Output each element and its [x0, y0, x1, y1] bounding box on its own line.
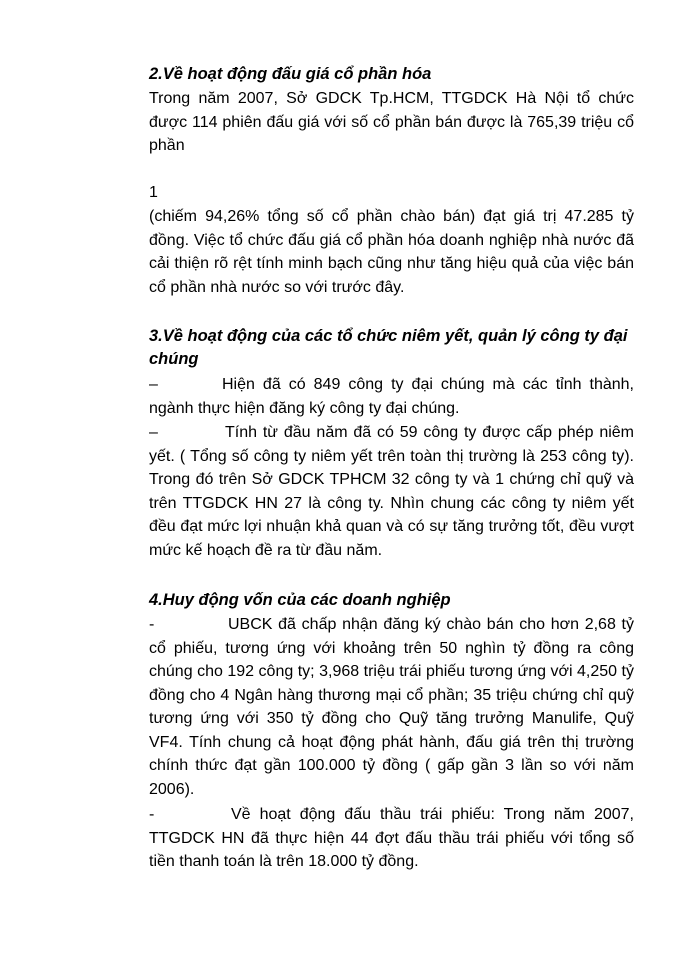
section-3-bullet-2	[149, 421, 634, 562]
section-3-bullet-1	[149, 373, 634, 420]
section-2-paragraph-1: Trong năm 2007, Sở GDCK Tp.HCM, TTGDCK Hà Nội tổ chức được 114 phiên đấu giá với số cổ phần bán được là 765,39 triệu cổ phần	[149, 90, 634, 154]
bullet-text: Hiện đã có 849 công ty đại chúng mà các tỉnh thành, ngành thực hiện đăng ký công ty đại chúng.	[149, 376, 634, 417]
section-4-bullet-2	[149, 803, 634, 874]
bullet-dash: -	[149, 806, 155, 823]
section-heading-4: 4.Huy động vốn của các doanh nghiệp	[149, 591, 451, 609]
bullet-text: UBCK đã chấp nhận đăng ký chào bán cho hơn 2,68 tỷ cổ phiếu, tương ứng với khoảng trên 50 nghìn tỷ đồng ra công chúng cho 192 công ty; 3,968 triệu trái phiếu tương ứng với 4,250 tỷ đồng cho 4 Ngân hàng thương mại cổ phần; 35 triệu chứng chỉ quỹ tương ứng với 350 tỷ đồng cho Quỹ tăng trưởng Manulife, Quỹ VF4. Tính chung cả hoạt động phát hành, đấu giá trên thị trường chính thức đạt gần 100.000 tỷ đồng ( gấp gần 3 lần so với năm 2006).	[149, 616, 634, 798]
section-heading-2: 2.Về hoạt động đấu giá cổ phần hóa	[149, 65, 432, 83]
footnote-number: 1	[149, 184, 158, 201]
section-4-bullet-1	[149, 613, 634, 801]
bullet-text: Tính từ đầu năm đã có 59 công ty được cấp phép niêm yết. ( Tổng số công ty niêm yết trên toàn thị trường là 253 công ty). Trong đó trên Sở GDCK TPHCM 32 công ty và 1 chứng chỉ quỹ và trên TTGDCK HN 27 là công ty. Nhìn chung các công ty niêm yết đều đạt mức lợi nhuận khả quan và có sự tăng trưởng tốt, đều vượt mức kế hoạch đề ra từ đầu năm.	[149, 424, 634, 559]
bullet-dash: -	[149, 616, 155, 633]
bullet-dash: –	[149, 424, 158, 441]
section-heading-3: 3.Về hoạt động của các tổ chức niêm yết, quản lý công ty đại chúng	[149, 327, 628, 368]
bullet-dash: –	[149, 376, 158, 393]
section-2-paragraph-2: (chiếm 94,26% tổng số cổ phần chào bán) đạt giá trị 47.285 tỷ đồng. Việc tổ chức đấu giá cổ phần hóa doanh nghiệp nhà nước đã cải thiện rõ rệt tính minh bạch cũng như tăng hiệu quả của việc bán cổ phần nhà nước so với trước đây.	[149, 208, 634, 296]
bullet-text: Về hoạt động đấu thầu trái phiếu: Trong năm 2007, TTGDCK HN đã thực hiện 44 đợt đấu thầu trái phiếu với tổng số tiền thanh toán là trên 18.000 tỷ đồng.	[149, 806, 634, 870]
